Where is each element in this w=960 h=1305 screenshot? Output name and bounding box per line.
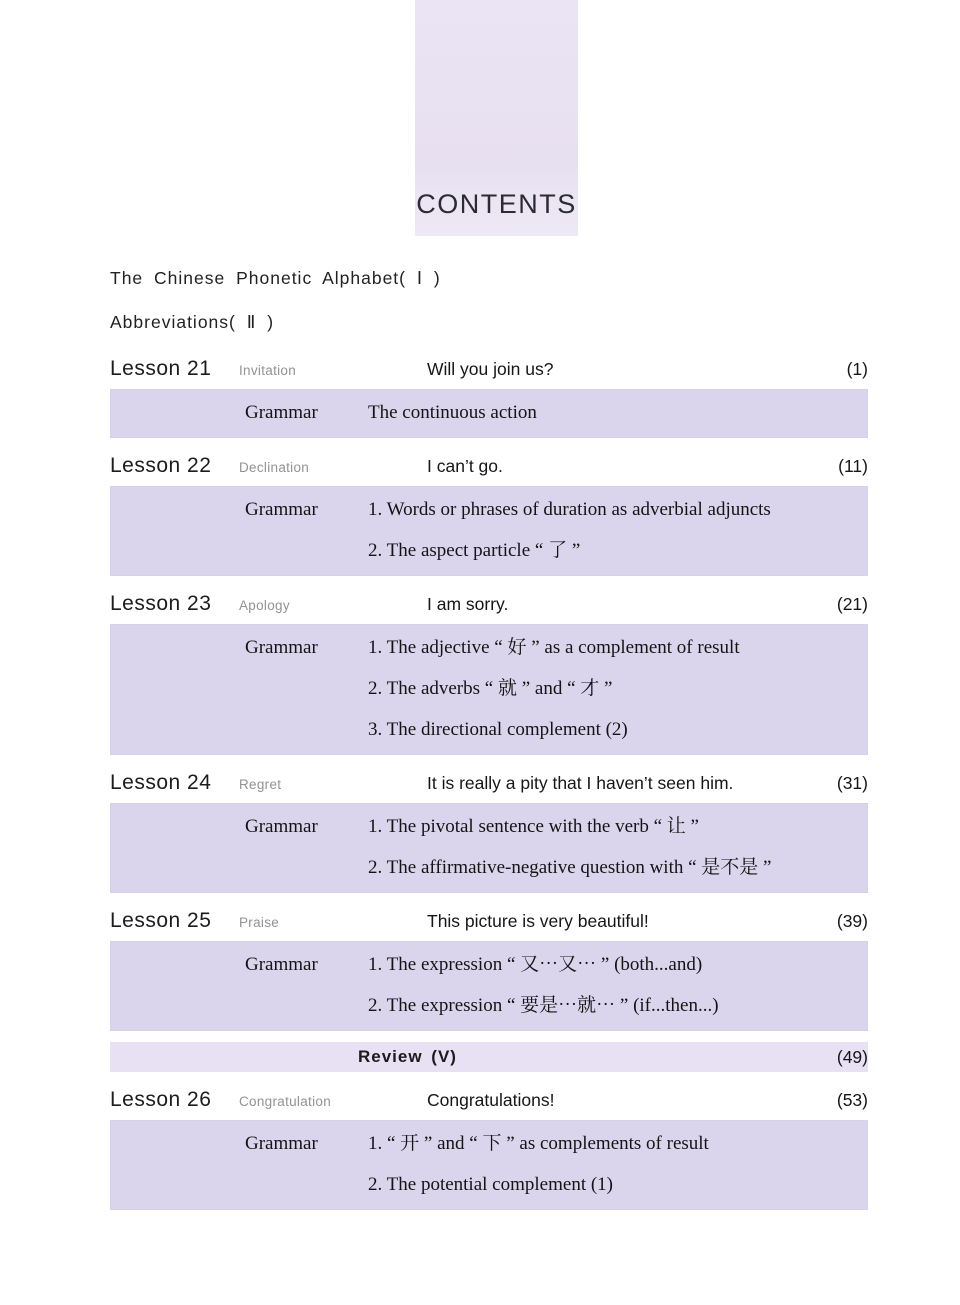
page-title: CONTENTS (416, 189, 577, 219)
lesson-title: Will you join us? (427, 359, 554, 379)
grammar-row (110, 1130, 868, 1158)
lesson-label: Lesson 26 (110, 1088, 212, 1111)
grammar-item: 2. The aspect particle “ 了 ” (368, 540, 581, 561)
front-matter (110, 266, 868, 335)
lesson-label: Lesson 24 (110, 771, 212, 794)
grammar-item: 1. The expression “ 又⋯又⋯ ” (both...and) (368, 954, 703, 975)
grammar-row (110, 1171, 868, 1199)
front-matter-line: The Chinese Phonetic Alphabet( Ⅰ ) (110, 268, 441, 288)
lesson-row (110, 354, 868, 385)
toc-content (110, 236, 868, 1210)
grammar-row (110, 951, 868, 979)
grammar-row (110, 675, 868, 703)
grammar-item: 2. The affirmative-negative question with “ 是不是 ” (368, 857, 772, 878)
grammar-row (110, 537, 868, 565)
lesson-page: (31) (836, 773, 868, 793)
grammar-row (110, 496, 868, 524)
review-band (110, 1042, 868, 1072)
lesson-category: Praise (239, 915, 280, 930)
review-label: Review (V) (358, 1047, 457, 1066)
lesson-page: (1) (846, 359, 868, 379)
grammar-item: 1. The pivotal sentence with the verb “ 让 ” (368, 816, 699, 837)
lesson-category: Invitation (239, 363, 297, 378)
grammar-item: 2. The expression “ 要是⋯就⋯ ” (if...then...) (368, 995, 719, 1016)
grammar-item: 1. Words or phrases of duration as adverbial adjuncts (368, 499, 771, 520)
grammar-row (110, 992, 868, 1020)
grammar-band (110, 1120, 868, 1210)
grammar-row (110, 854, 868, 882)
lesson-label: Lesson 22 (110, 454, 212, 477)
lesson-title: I am sorry. (427, 594, 509, 614)
header-box (415, 0, 578, 236)
grammar-band (110, 624, 868, 755)
grammar-item: 2. The adverbs “ 就 ” and “ 才 ” (368, 678, 613, 699)
lesson-category: Declination (239, 460, 310, 475)
grammar-label: Grammar (245, 402, 318, 423)
lesson-row (110, 768, 868, 799)
lesson-title: It is really a pity that I haven’t seen him. (427, 773, 734, 793)
lesson-title: This picture is very beautiful! (427, 911, 649, 931)
grammar-item: 1. “ 开 ” and “ 下 ” as complements of result (368, 1133, 709, 1154)
lesson-category: Congratulation (239, 1094, 332, 1109)
lesson-page: (21) (836, 594, 868, 614)
lesson-title: I can’t go. (427, 456, 503, 476)
grammar-band (110, 941, 868, 1031)
lesson-row (110, 1085, 868, 1116)
lesson-page: (53) (836, 1090, 868, 1110)
lesson-label: Lesson 25 (110, 909, 212, 932)
lesson-label: Lesson 21 (110, 357, 212, 380)
grammar-item: The continuous action (368, 402, 537, 423)
grammar-label: Grammar (245, 954, 318, 975)
grammar-row (110, 399, 868, 427)
grammar-label: Grammar (245, 1133, 318, 1154)
grammar-row (110, 716, 868, 744)
grammar-label: Grammar (245, 816, 318, 837)
lesson-label: Lesson 23 (110, 592, 212, 615)
grammar-band (110, 486, 868, 576)
grammar-row (110, 634, 868, 662)
grammar-band (110, 389, 868, 438)
grammar-item: 2. The potential complement (1) (368, 1174, 613, 1195)
grammar-band (110, 803, 868, 893)
review-page: (49) (836, 1046, 868, 1067)
lesson-row (110, 451, 868, 482)
grammar-row (110, 813, 868, 841)
lesson-title: Congratulations! (427, 1090, 555, 1110)
lesson-row (110, 906, 868, 937)
lesson-category: Apology (239, 598, 290, 613)
lesson-page: (11) (838, 456, 868, 476)
lesson-row (110, 589, 868, 620)
lesson-page: (39) (836, 911, 868, 931)
grammar-item: 3. The directional complement (2) (368, 719, 628, 740)
toc-list (110, 354, 868, 1210)
grammar-label: Grammar (245, 637, 318, 658)
lesson-category: Regret (239, 777, 282, 792)
grammar-label: Grammar (245, 499, 318, 520)
grammar-item: 1. The adjective “ 好 ” as a complement of result (368, 637, 740, 658)
front-matter-line: Abbreviations( Ⅱ ) (110, 312, 275, 332)
